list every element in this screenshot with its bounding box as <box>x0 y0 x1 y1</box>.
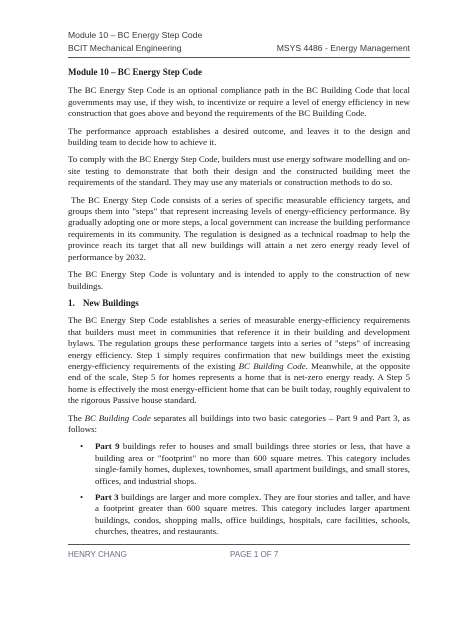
footer-author: HENRY CHANG <box>68 550 127 559</box>
list-item-part3: • Part 3 buildings are larger and more complex. They are four stories and taller, and have a footprint greater than 600 square metres. This category includes larger apartment buildings, condos, shopping malls, office buildings, hospitals, care facilities, schools, churches, theatres, and restaurants. <box>95 492 410 538</box>
header-divider <box>68 57 410 58</box>
paragraph-categories: The BC Building Code separates all buildings into two basic categories – Part 9 and Part 3, as follows: <box>68 412 410 434</box>
page-footer <box>68 550 410 559</box>
section-heading <box>68 298 410 309</box>
paragraph-performance: The performance approach establishes a desired outcome, and leaves it to the design and building team to decide how to achieve it. <box>68 125 410 148</box>
paragraph-new-buildings: The BC Energy Step Code establishes a series of measurable energy-efficiency requirements that builders must meet in communities that reference it in their building and development bylaws. The regulation groups these performance targets into a series of "steps" of increasing energy efficiency. Step 1 simply requires confirmation that new buildings meet the existing energy-efficiency requirements of the existing BC Building Code. Meanwhile, at the opposite end of the scale, Step 5 for homes represents a home that is net-zero energy ready. A Step 5 home is effectively the most energy-efficient home that can be built today, roughly equivalent to the rigorous Passive house standard. <box>68 315 410 406</box>
footer-page-number: PAGE 1 OF 7 <box>230 550 279 559</box>
code-reference: BC Building Code <box>84 412 151 423</box>
header-module-title: Module 10 – BC Energy Step Code <box>68 30 203 40</box>
section-title: New Buildings <box>83 297 139 308</box>
list-item-part9: • Part 9 buildings refer to houses and small buildings three stories or less, that have a building area or "footprint" no more than 600 square metres. This category includes single-family homes, duplexes, townhomes, small apartment buildings, and small stores, offices, and industrial shops. <box>95 441 410 487</box>
header-course: MSYS 4486 - Energy Management <box>276 42 410 53</box>
document-body <box>68 67 410 543</box>
paragraph-intro: The BC Energy Step Code is an optional compliance path in the BC Building Code that local governments may use, if they wish, to incentivize or require a level of energy efficiency in new construction that goes above and beyond the requirements of the BC Building Code. <box>68 85 410 119</box>
category-list <box>68 441 410 537</box>
page-header <box>68 29 410 54</box>
footer-divider <box>68 544 410 545</box>
paragraph-compliance: To comply with the BC Energy Step Code, builders must use energy software modelling and on-site testing to demonstrate that both their design and the constructed building meet the requirements of the standard. They may use any materials or construction methods to do so. <box>68 154 410 188</box>
paragraph-voluntary: The BC Energy Step Code is voluntary and is intended to apply to the construction of new buildings. <box>68 269 410 291</box>
section-number: 1. <box>68 297 75 308</box>
header-program: BCIT Mechanical Engineering <box>68 42 182 53</box>
document-title: Module 10 – BC Energy Step Code <box>68 67 203 77</box>
paragraph-steps: The BC Energy Step Code consists of a series of specific measurable efficiency targets, and groups them into "steps" that represent increasing levels of energy-efficiency performance. By gradually adopting one or more steps, a local government can increase the building performance requirements in its community. The regulation is designed as a technical roadmap to help the province reach its target that all new buildings will attain a net zero energy ready level of performance by 2032. <box>68 194 410 262</box>
code-reference: BC Building Code <box>238 360 306 371</box>
